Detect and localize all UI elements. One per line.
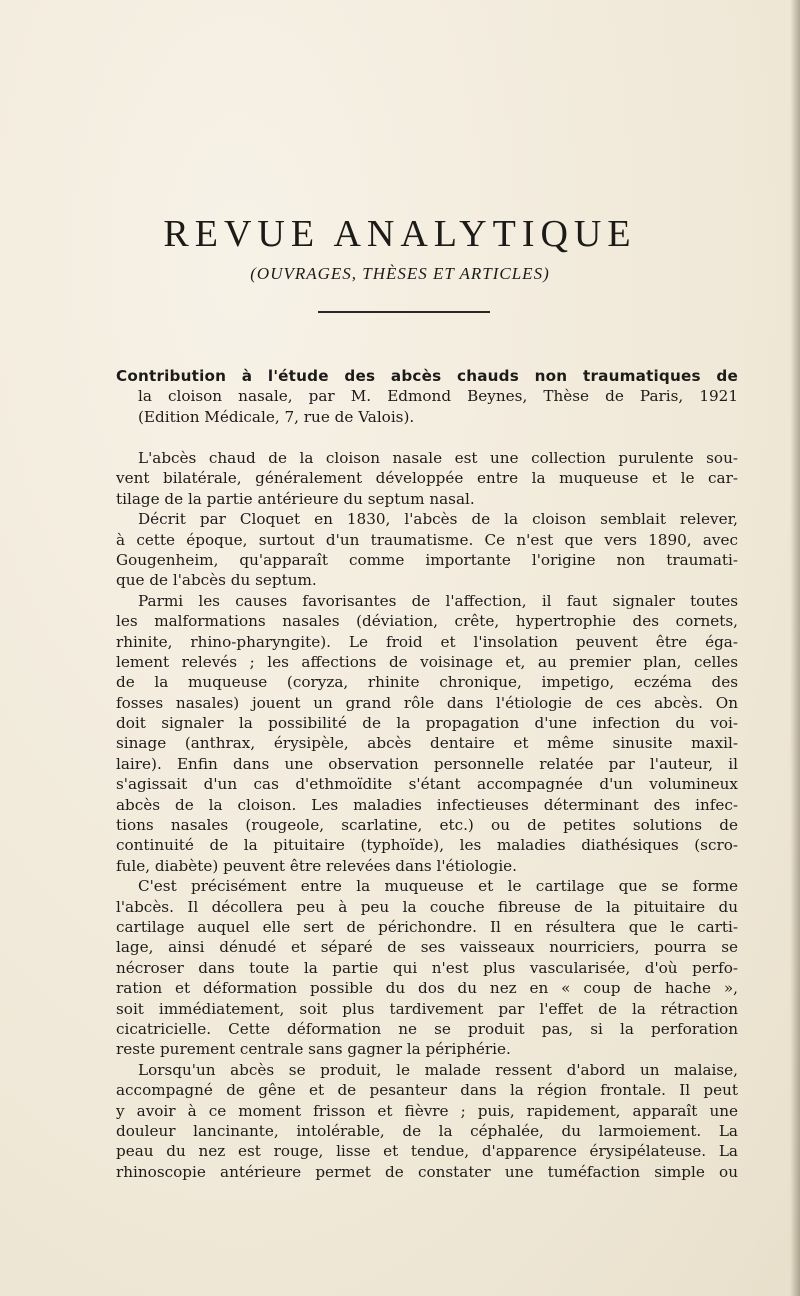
page-subtitle: (OUVRAGES, THÈSES ET ARTICLES) (250, 264, 550, 283)
body-line: Lorsqu'un abcès se produit, le malade ressent d'abord un malaise, (138, 1060, 738, 1079)
body-line: nécroser dans toute la partie qui n'est plus vascularisée, d'où perfo- (116, 958, 738, 977)
body-line: y avoir à ce moment frisson et fièvre ; puis, rapidement, apparaît une (116, 1101, 738, 1120)
body-line: vent bilatérale, généralement développée entre la muqueuse et le car- (116, 469, 738, 488)
article-heading (116, 366, 738, 427)
body-line: reste purement centrale sans gagner la périphérie. (116, 1040, 511, 1059)
body-line: à cette époque, surtout d'un traumatisme. Ce n'est que vers 1890, avec (116, 530, 738, 549)
page-edge-shadow (790, 0, 800, 1296)
body-line: Gougenheim, qu'apparaît comme importante l'origine non traumati- (116, 550, 738, 569)
body-line: rhinite, rhino-pharyngite). Le froid et l'insolation peuvent être éga- (116, 632, 738, 651)
body-line: Parmi les causes favorisantes de l'affection, il faut signaler toutes (138, 591, 738, 610)
body-line: lement relevés ; les affections de voisinage et, au premier plan, celles (116, 652, 738, 671)
body-line: C'est précisément entre la muqueuse et le cartilage que se forme (138, 877, 738, 896)
body-line: rhinoscopie antérieure permet de constater une tuméfaction simple ou (116, 1162, 738, 1181)
body-line: sinage (anthrax, érysipèle, abcès dentaire et même sinusite maxil- (116, 734, 738, 753)
article-heading-line: (Edition Médicale, 7, rue de Valois). (138, 407, 415, 426)
body-line: laire). Enfin dans une observation personnelle relatée par l'auteur, il (116, 754, 738, 773)
body-line: de la muqueuse (coryza, rhinite chronique, impetigo, eczéma des (116, 673, 738, 692)
body-line: lage, ainsi dénudé et séparé de ses vaisseaux nourriciers, pourra se (116, 938, 738, 957)
body-line: cartilage auquel elle sert de périchondre. Il en résultera que le carti- (116, 917, 738, 936)
body-line: tilage de la partie antérieure du septum nasal. (116, 489, 475, 508)
body-line: que de l'abcès du septum. (116, 571, 317, 590)
body-line: peau du nez est rouge, lisse et tendue, d'apparence érysipélateuse. La (116, 1142, 738, 1161)
body-line: douleur lancinante, intolérable, de la céphalée, du larmoiement. La (116, 1121, 738, 1140)
article-heading-line: la cloison nasale, par M. Edmond Beynes, Thèse de Paris, 1921 (138, 387, 738, 406)
body-line: Décrit par Cloquet en 1830, l'abcès de la cloison semblait relever, (138, 510, 738, 529)
body-line: continuité de la pituitaire (typhoïde), les maladies diathésiques (scro- (116, 836, 738, 855)
body-line: abcès de la cloison. Les maladies infectieuses déterminant des infec- (116, 795, 738, 814)
body-line: doit signaler la possibilité de la propagation d'une infection du voi- (116, 714, 738, 733)
body-line: fule, diabète) peuvent être relevées dans l'étiologie. (116, 856, 518, 875)
body-line: accompagné de gêne et de pesanteur dans la région frontale. Il peut (116, 1081, 738, 1100)
body-line: les malformations nasales (déviation, crête, hypertrophie des cornets, (116, 612, 738, 631)
body-line: s'agissait d'un cas d'ethmoïdite s'étant accompagnée d'un volumineux (116, 775, 738, 794)
article-heading-line: Contribution à l'étude des abcès chauds non traumatiques de (116, 367, 738, 385)
body-line: l'abcès. Il décollera peu à peu la couche fibreuse de la pituitaire du (116, 897, 738, 916)
body-line: fosses nasales) jouent un grand rôle dans l'étiologie de ces abcès. On (116, 693, 738, 712)
body-line: tions nasales (rougeole, scarlatine, etc.) ou de petites solutions de (116, 816, 738, 835)
page-title: REVUE ANALYTIQUE (163, 213, 637, 255)
article-body (116, 448, 738, 1182)
body-line: soit immédiatement, soit plus tardivement par l'effet de la rétraction (116, 999, 738, 1018)
body-line: L'abcès chaud de la cloison nasale est une collection purulente sou- (138, 449, 738, 467)
body-line: ration et déformation possible du dos du nez en « coup de hache », (116, 979, 738, 998)
title-divider (318, 311, 490, 313)
body-line: cicatricielle. Cette déformation ne se produit pas, si la perforation (116, 1019, 738, 1038)
